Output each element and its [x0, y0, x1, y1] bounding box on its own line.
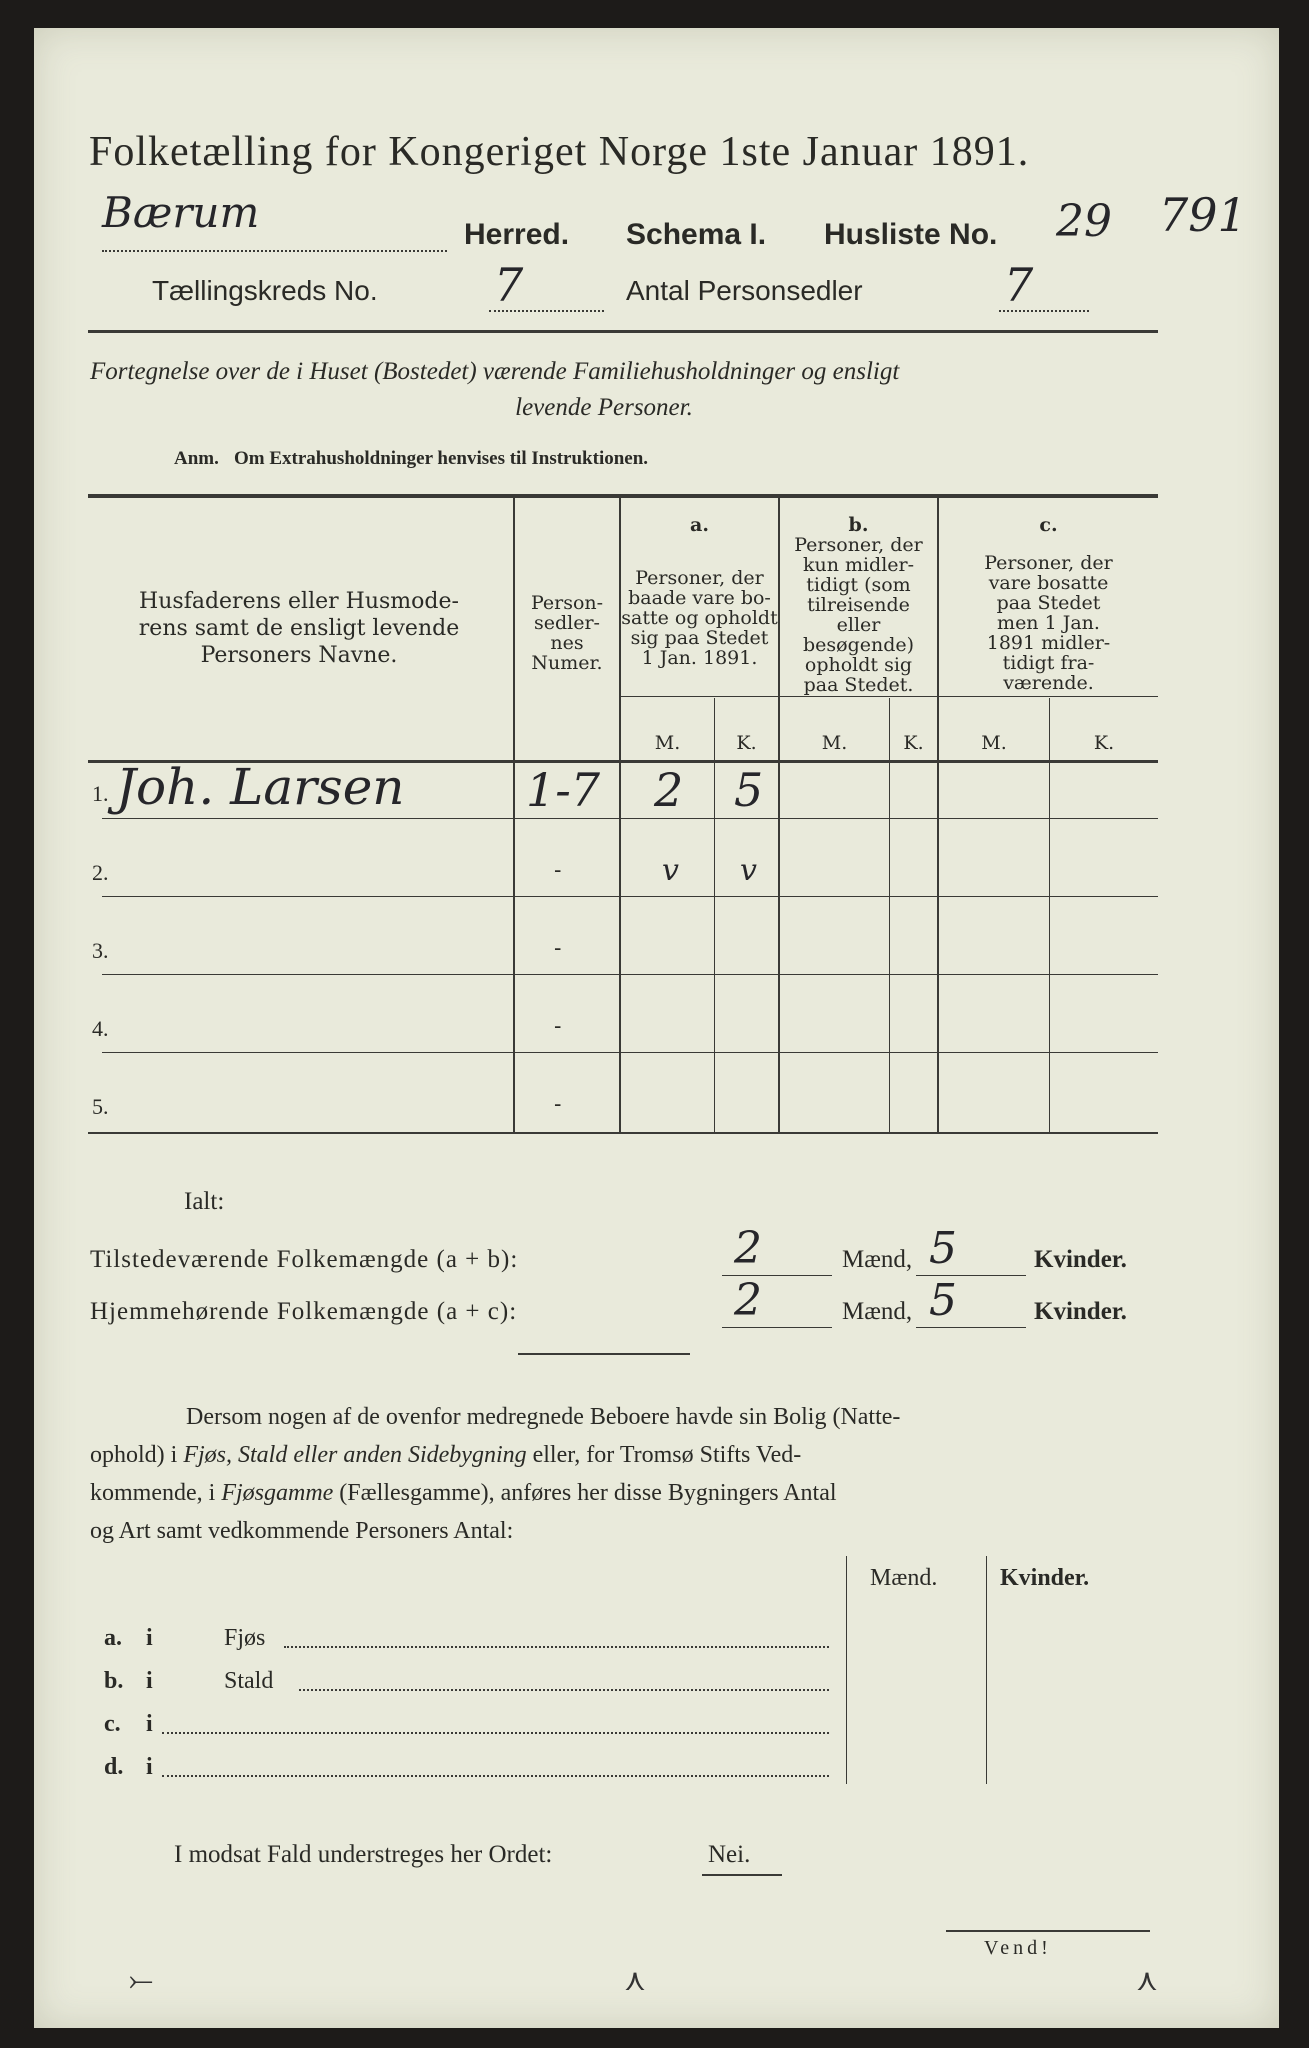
schema-label: Schema I. [626, 218, 767, 251]
mk-label-c-m: M. [981, 732, 1007, 754]
herred-label: Herred. [464, 218, 570, 251]
building-row-i: i [146, 1754, 153, 1780]
hjem-maend-line [722, 1327, 832, 1328]
mk-top-rule [619, 696, 1158, 697]
vend-rule [946, 1930, 1150, 1932]
row-number: 1. [92, 781, 109, 806]
vend-label: Vend! [984, 1937, 1052, 1959]
col-header-c: Personer, der vare bosatte paa Stedet men 1 Jan. 1891 midler- tidigt fra- værende. [984, 552, 1113, 694]
row-numer-dash: - [554, 1014, 562, 1039]
mk-label-b-m: M. [821, 732, 848, 754]
col-divider-b-mk [889, 698, 890, 1132]
nei-underline [702, 1874, 782, 1876]
building-row-label: Fjøs [224, 1625, 266, 1651]
row-rule-3 [102, 974, 1158, 975]
row-numer-dash: - [554, 936, 562, 961]
buildings-col-divider-2 [986, 1556, 987, 1784]
row-a-k-check: v [740, 853, 757, 888]
col-header-numer: Person- sedler- nes Numer. [530, 592, 604, 674]
husliste-number-handwritten: 29 [1056, 196, 1112, 247]
building-row-dots [162, 1732, 829, 1734]
col-header-a-letter: a. [690, 514, 709, 536]
row-numer-dash: - [554, 858, 562, 883]
side-note-handwritten: 791 [1159, 188, 1247, 242]
husliste-label: Husliste No. [824, 218, 998, 251]
building-row-dots [162, 1775, 829, 1777]
registration-mark-icon: ⤚ [129, 1963, 153, 1998]
maend-label: Mænd, [842, 1246, 913, 1273]
intro-line-2: levende Personer. [515, 394, 693, 421]
col-divider-c-mk [1049, 698, 1050, 1132]
kreds-number-handwritten: 7 [494, 258, 524, 312]
col-header-names: Husfaderens eller Husmode- rens samt de ensligt levende Personers Navne. [138, 589, 460, 668]
maend-label: Mænd, [842, 1298, 913, 1325]
row-numer-handwritten: 1-7 [526, 763, 601, 817]
kreds-label: Tællingskreds No. [152, 275, 378, 306]
row-rule-4 [102, 1052, 1158, 1053]
registration-mark-icon: ⋏ [624, 1963, 646, 1998]
mk-label-a-m: M. [654, 732, 681, 754]
form-title: Folketælling for Kongeriget Norge 1ste Januar 1891. [89, 129, 1030, 175]
municipality-dotted-line [102, 250, 447, 252]
building-row-letter: d. [104, 1754, 124, 1780]
table-top-rule [88, 494, 1158, 498]
col-header-b-letter: b. [848, 514, 869, 536]
building-row-i: i [146, 1625, 153, 1651]
antal-label: Antal Personsedler [626, 275, 863, 306]
intro-line-1: Fortegnelse over de i Huset (Bostedet) værende Familiehusholdninger og ensligt [90, 358, 900, 385]
col-header-b: Personer, der kun midler- tidigt (som tilreisende eller besøgende) opholdt sig paa Stedet. [794, 534, 923, 696]
kvinder-label: Kvinder. [1034, 1246, 1127, 1273]
row-number: 5. [92, 1094, 109, 1119]
row-a-k-value: 5 [734, 763, 764, 817]
row-name-handwritten: Joh. Larsen [116, 758, 405, 816]
building-row-letter: c. [104, 1711, 121, 1737]
ialt-label: Ialt: [184, 1188, 225, 1215]
building-row-i: i [146, 1668, 153, 1694]
building-row-i: i [146, 1711, 153, 1737]
row-rule-1 [102, 818, 1158, 819]
municipality-handwritten: Bærum [102, 188, 260, 237]
building-row-letter: b. [104, 1668, 124, 1694]
row-a-m-check: v [662, 853, 679, 888]
col-divider-1 [513, 496, 515, 1132]
hjemmehorende-label: Hjemmehørende Folkemængde (a + c): [90, 1298, 518, 1325]
tilstedevaerende-label: Tilstedeværende Folkemængde (a + b): [90, 1246, 519, 1273]
building-row-dots [284, 1646, 829, 1648]
row-number: 3. [92, 938, 109, 963]
row-a-m-value: 2 [654, 763, 684, 817]
header-rule [88, 330, 1158, 333]
hjem-kvinder-line [916, 1327, 1026, 1328]
kvinder-label: Kvinder. [1034, 1298, 1127, 1325]
row-number: 4. [92, 1016, 109, 1041]
table-bottom-rule [88, 1132, 1158, 1134]
mk-label-a-k: K. [736, 732, 757, 754]
modsat-fald-text: I modsat Fald understreges her Ordet: [174, 1841, 553, 1868]
buildings-col-divider-1 [846, 1556, 847, 1784]
buildings-maend-header: Mænd. [870, 1565, 938, 1591]
registration-mark-icon: ⋏ [1136, 1963, 1158, 1998]
building-row-dots [299, 1689, 829, 1691]
anm-text: Om Extrahusholdninger henvises til Instruktionen. [234, 448, 649, 469]
mk-label-c-k: K. [1093, 732, 1115, 754]
buildings-kvinder-header: Kvinder. [1000, 1565, 1090, 1591]
row-number: 2. [92, 860, 109, 885]
kreds-dotted-line [489, 310, 604, 312]
col-divider-a-mk [714, 698, 715, 1132]
hjemmehorende-kvinder-value: 5 [929, 1275, 957, 1326]
building-row-letter: a. [104, 1625, 122, 1651]
section-divider [518, 1353, 690, 1355]
tilstedevaerende-maend-value: 2 [734, 1223, 762, 1274]
anm-label: Anm. [174, 448, 219, 469]
col-header-a: Personer, der baade vare bo- satte og opholdt sig paa Stedet 1 Jan. 1891. [621, 567, 778, 669]
census-form-sheet [34, 28, 1279, 2028]
mk-label-b-k: K. [903, 732, 924, 754]
hjemmehorende-maend-value: 2 [734, 1275, 762, 1326]
row-rule-2 [102, 896, 1158, 897]
antal-dotted-line [999, 310, 1089, 312]
nei-word: Nei. [708, 1841, 751, 1868]
instruction-paragraph: Dersom nogen af de ovenfor medregnede Beboere havde sin Bolig (Natte- ophold) i Fjøs, Stald eller anden Sidebygning eller, for Tromsø Stifts Ved- kommende, i Fjøsgamme (Fællesgamme), anføres her disse Bygningers Antal og Art samt vedkommende Personers Antal: [90, 1404, 901, 1544]
building-row-label: Stald [224, 1668, 274, 1694]
antal-handwritten: 7 [1004, 258, 1034, 312]
col-header-c-letter: c. [1039, 514, 1058, 536]
tilstedevaerende-kvinder-value: 5 [929, 1223, 957, 1274]
row-numer-dash: - [554, 1092, 562, 1117]
